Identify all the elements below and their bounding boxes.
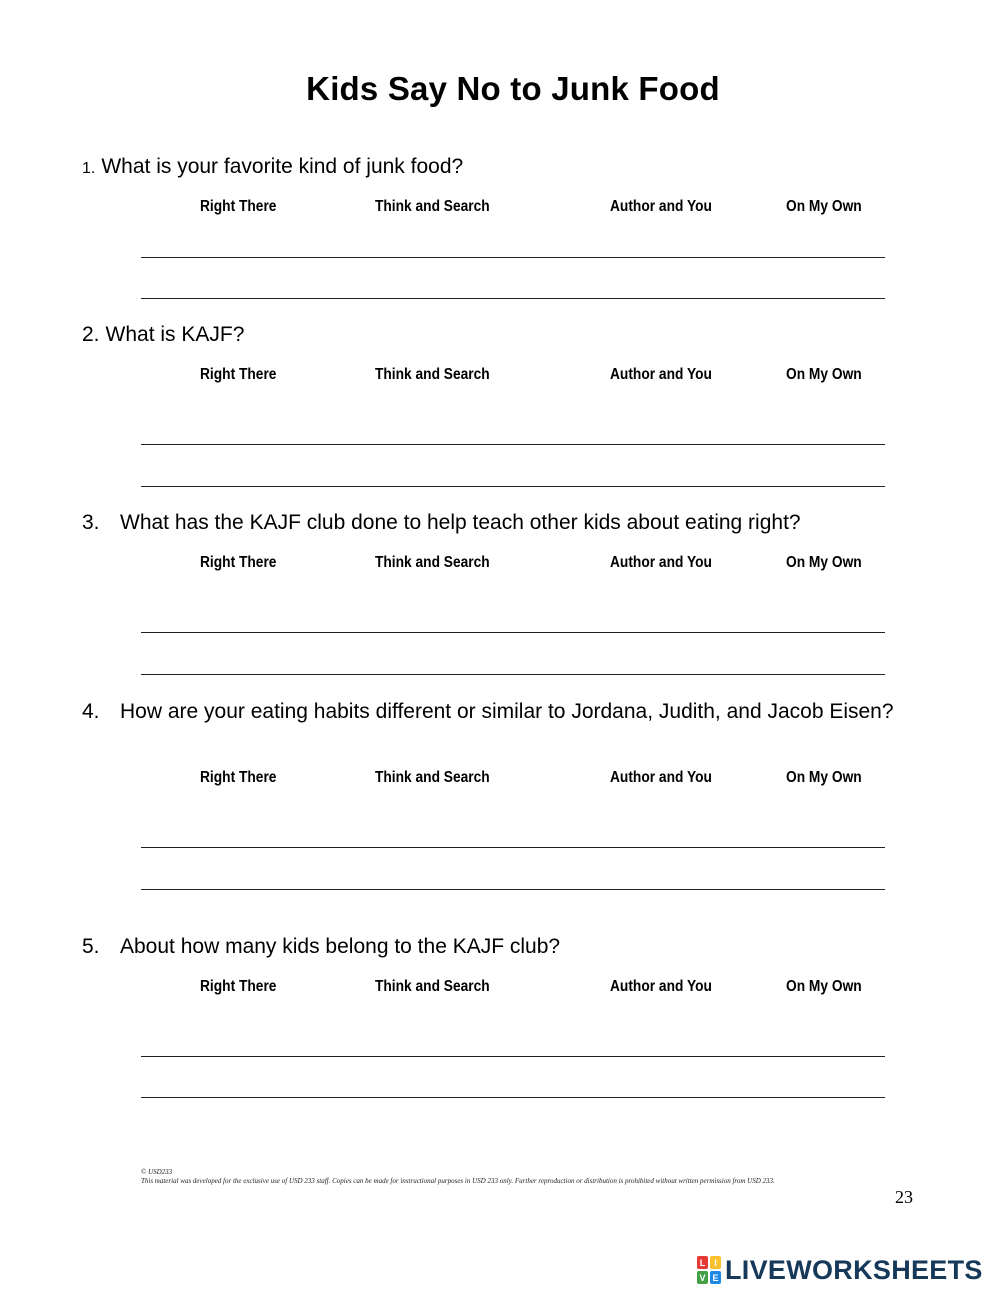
answer-type-options: [0, 366, 1000, 388]
answer-line[interactable]: [141, 674, 885, 675]
option-author-and-you[interactable]: Author and You: [610, 769, 712, 786]
question-text: [82, 322, 892, 348]
option-on-my-own[interactable]: On My Own: [786, 366, 862, 383]
option-right-there[interactable]: Right There: [200, 198, 277, 215]
logo-letter: E: [712, 1273, 719, 1283]
question-text: [82, 699, 922, 725]
answer-line[interactable]: [141, 444, 885, 445]
answer-type-options: [0, 554, 1000, 576]
question-prompt: How are your eating habits different or similar to Jordana, Judith, and Jacob Eisen?: [120, 700, 894, 723]
option-author-and-you[interactable]: Author and You: [610, 366, 712, 383]
question-number: 3.: [82, 511, 100, 534]
brand-name: LIVEWORKSHEETS: [725, 1254, 983, 1285]
option-author-and-you[interactable]: Author and You: [610, 198, 712, 215]
usage-notice: This material was developed for the exclusive use of USD 233 staff. Copies can be made for instructional purposes in USD 233 only. Further reproduction or distribution is prohibited without written permission from USD 233.: [141, 1177, 775, 1185]
question-number: 4.: [82, 700, 100, 723]
question-text: [82, 510, 922, 536]
answer-type-options: [0, 978, 1000, 1000]
answer-type-options: [0, 198, 1000, 220]
option-right-there[interactable]: Right There: [200, 554, 277, 571]
option-author-and-you[interactable]: Author and You: [610, 554, 712, 571]
question-prompt: What is KAJF?: [105, 323, 245, 346]
answer-line[interactable]: [141, 889, 885, 890]
question-text: [82, 934, 922, 960]
answer-line[interactable]: [141, 486, 885, 487]
option-on-my-own[interactable]: On My Own: [786, 554, 862, 571]
answer-type-options: [0, 769, 1000, 791]
answer-line[interactable]: [141, 632, 885, 633]
logo-letter: I: [714, 1258, 717, 1268]
question-number: 2.: [82, 323, 100, 346]
logo-letter: V: [699, 1273, 706, 1283]
question-prompt: What has the KAJF club done to help teach other kids about eating right?: [120, 511, 801, 534]
liveworksheets-brand[interactable]: [697, 1254, 983, 1286]
page-title: Kids Say No to Junk Food: [306, 70, 720, 107]
answer-line[interactable]: [141, 847, 885, 848]
question-prompt: About how many kids belong to the KAJF club?: [120, 935, 561, 958]
option-think-and-search[interactable]: Think and Search: [375, 554, 490, 571]
answer-line[interactable]: [141, 257, 885, 258]
option-on-my-own[interactable]: On My Own: [786, 978, 862, 995]
option-author-and-you[interactable]: Author and You: [610, 978, 712, 995]
answer-line[interactable]: [141, 298, 885, 299]
option-think-and-search[interactable]: Think and Search: [375, 198, 490, 215]
question-text: [82, 154, 892, 182]
page-number: 23: [895, 1187, 913, 1207]
question-number: 1.: [82, 160, 96, 177]
liveworksheets-logo-icon: [697, 1256, 721, 1284]
copyright-notice: © USD233: [141, 1168, 173, 1176]
option-on-my-own[interactable]: On My Own: [786, 769, 862, 786]
question-number: 5.: [82, 935, 100, 958]
option-on-my-own[interactable]: On My Own: [786, 198, 862, 215]
option-think-and-search[interactable]: Think and Search: [375, 978, 490, 995]
answer-line[interactable]: [141, 1056, 885, 1057]
option-right-there[interactable]: Right There: [200, 978, 277, 995]
option-right-there[interactable]: Right There: [200, 769, 277, 786]
logo-letter: L: [699, 1258, 706, 1268]
answer-line[interactable]: [141, 1097, 885, 1098]
question-prompt: What is your favorite kind of junk food?: [101, 155, 464, 178]
option-right-there[interactable]: Right There: [200, 366, 277, 383]
option-think-and-search[interactable]: Think and Search: [375, 366, 490, 383]
option-think-and-search[interactable]: Think and Search: [375, 769, 490, 786]
